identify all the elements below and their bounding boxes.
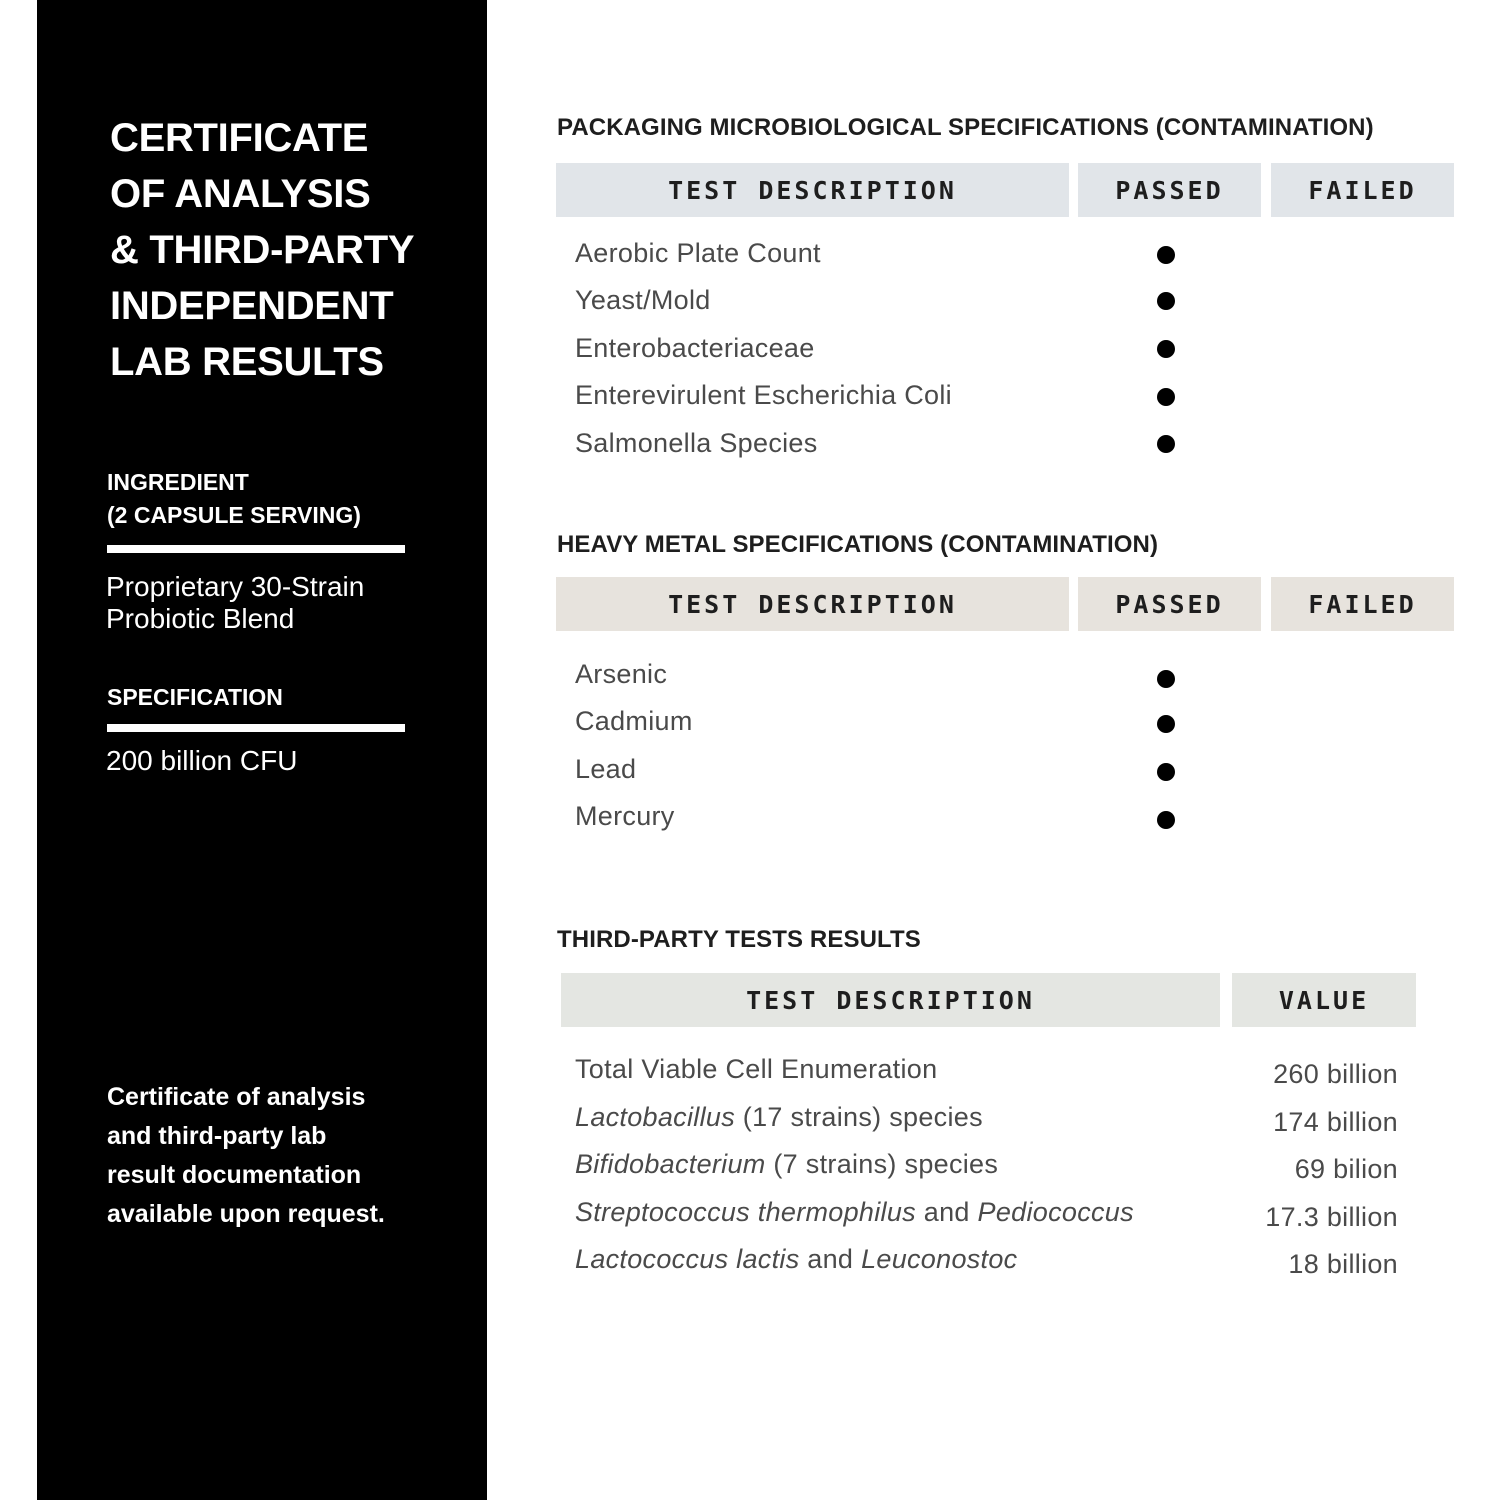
third-party-row-label: Total Viable Cell Enumeration: [575, 1054, 938, 1084]
third-party-row-label: [575, 1102, 983, 1133]
ingredient-value: Proprietary 30-Strain Probiotic Blend: [106, 571, 365, 634]
third-party-header-test-description: TEST DESCRIPTION: [561, 973, 1220, 1027]
packaging-header-passed: PASSED: [1078, 163, 1261, 217]
label-text: and: [915, 1197, 978, 1227]
third-party-row-value: 260 billion: [1273, 1059, 1398, 1089]
certificate-title: CERTIFICATE OF ANALYSIS & THIRD-PARTY INDEPENDENT LAB RESULTS: [110, 116, 415, 384]
packaging-section-title: PACKAGING MICROBIOLOGICAL SPECIFICATIONS (CONTAMINATION): [557, 114, 1374, 141]
species-name: Lactococcus lactis: [575, 1244, 800, 1274]
heavy-metal-row-label: Arsenic: [575, 659, 668, 689]
passed-dot: [1157, 388, 1175, 406]
third-party-row-value: 17.3 billion: [1265, 1202, 1398, 1232]
heavy-metal-row-label: Mercury: [575, 801, 675, 831]
third-party-row-value: 18 billion: [1288, 1249, 1398, 1279]
species-name: Leuconostoc: [861, 1244, 1018, 1274]
third-party-row-value: 69 bilion: [1294, 1154, 1398, 1184]
packaging-row-label: Enterobacteriaceae: [575, 333, 815, 363]
passed-dot: [1157, 715, 1175, 733]
passed-dot: [1157, 292, 1175, 310]
heavy-metal-header-test-description: TEST DESCRIPTION: [556, 577, 1069, 631]
availability-note: Certificate of analysis and third-party lab result documentation available upon request.: [107, 1083, 385, 1228]
passed-dot: [1157, 246, 1175, 264]
heavy-metal-row-label: Lead: [575, 754, 637, 784]
specification-label: SPECIFICATION: [107, 684, 283, 710]
third-party-section-title: THIRD-PARTY TESTS RESULTS: [557, 926, 921, 953]
packaging-row-label: Salmonella Species: [575, 428, 818, 458]
packaging-header-test-description: TEST DESCRIPTION: [556, 163, 1069, 217]
third-party-row-label: [575, 1197, 1134, 1228]
passed-dot: [1157, 811, 1175, 829]
packaging-row-label: Yeast/Mold: [575, 285, 711, 315]
passed-dot: [1157, 763, 1175, 781]
heavy-metal-header-failed: FAILED: [1271, 577, 1454, 631]
species-name: Streptococcus thermophilus: [575, 1197, 916, 1227]
sidebar: [37, 0, 487, 1500]
label-text: and: [799, 1244, 862, 1274]
heavy-metal-header-passed: PASSED: [1078, 577, 1261, 631]
divider: [107, 545, 405, 553]
label-text: (17 strains) species: [735, 1102, 983, 1132]
label-text: (7 strains) species: [765, 1149, 999, 1179]
species-name: Pediococcus: [977, 1197, 1134, 1227]
passed-dot: [1157, 670, 1175, 688]
species-name: Lactobacillus: [575, 1102, 735, 1132]
third-party-header-value: VALUE: [1232, 973, 1416, 1027]
packaging-header-failed: FAILED: [1271, 163, 1454, 217]
ingredient-label: INGREDIENT (2 CAPSULE SERVING): [107, 469, 361, 528]
third-party-row-label: [575, 1244, 1017, 1275]
species-name: Bifidobacterium: [575, 1149, 766, 1179]
packaging-row-label: Aerobic Plate Count: [575, 238, 821, 268]
third-party-row-value: 174 billion: [1273, 1107, 1398, 1137]
third-party-row-label: [575, 1149, 998, 1180]
packaging-row-label: Enterevirulent Escherichia Coli: [575, 380, 952, 410]
passed-dot: [1157, 435, 1175, 453]
divider: [107, 724, 405, 732]
heavy-metal-row-label: Cadmium: [575, 706, 693, 736]
specification-value: 200 billion CFU: [106, 745, 298, 776]
passed-dot: [1157, 340, 1175, 358]
heavy-metal-section-title: HEAVY METAL SPECIFICATIONS (CONTAMINATION): [557, 531, 1159, 558]
